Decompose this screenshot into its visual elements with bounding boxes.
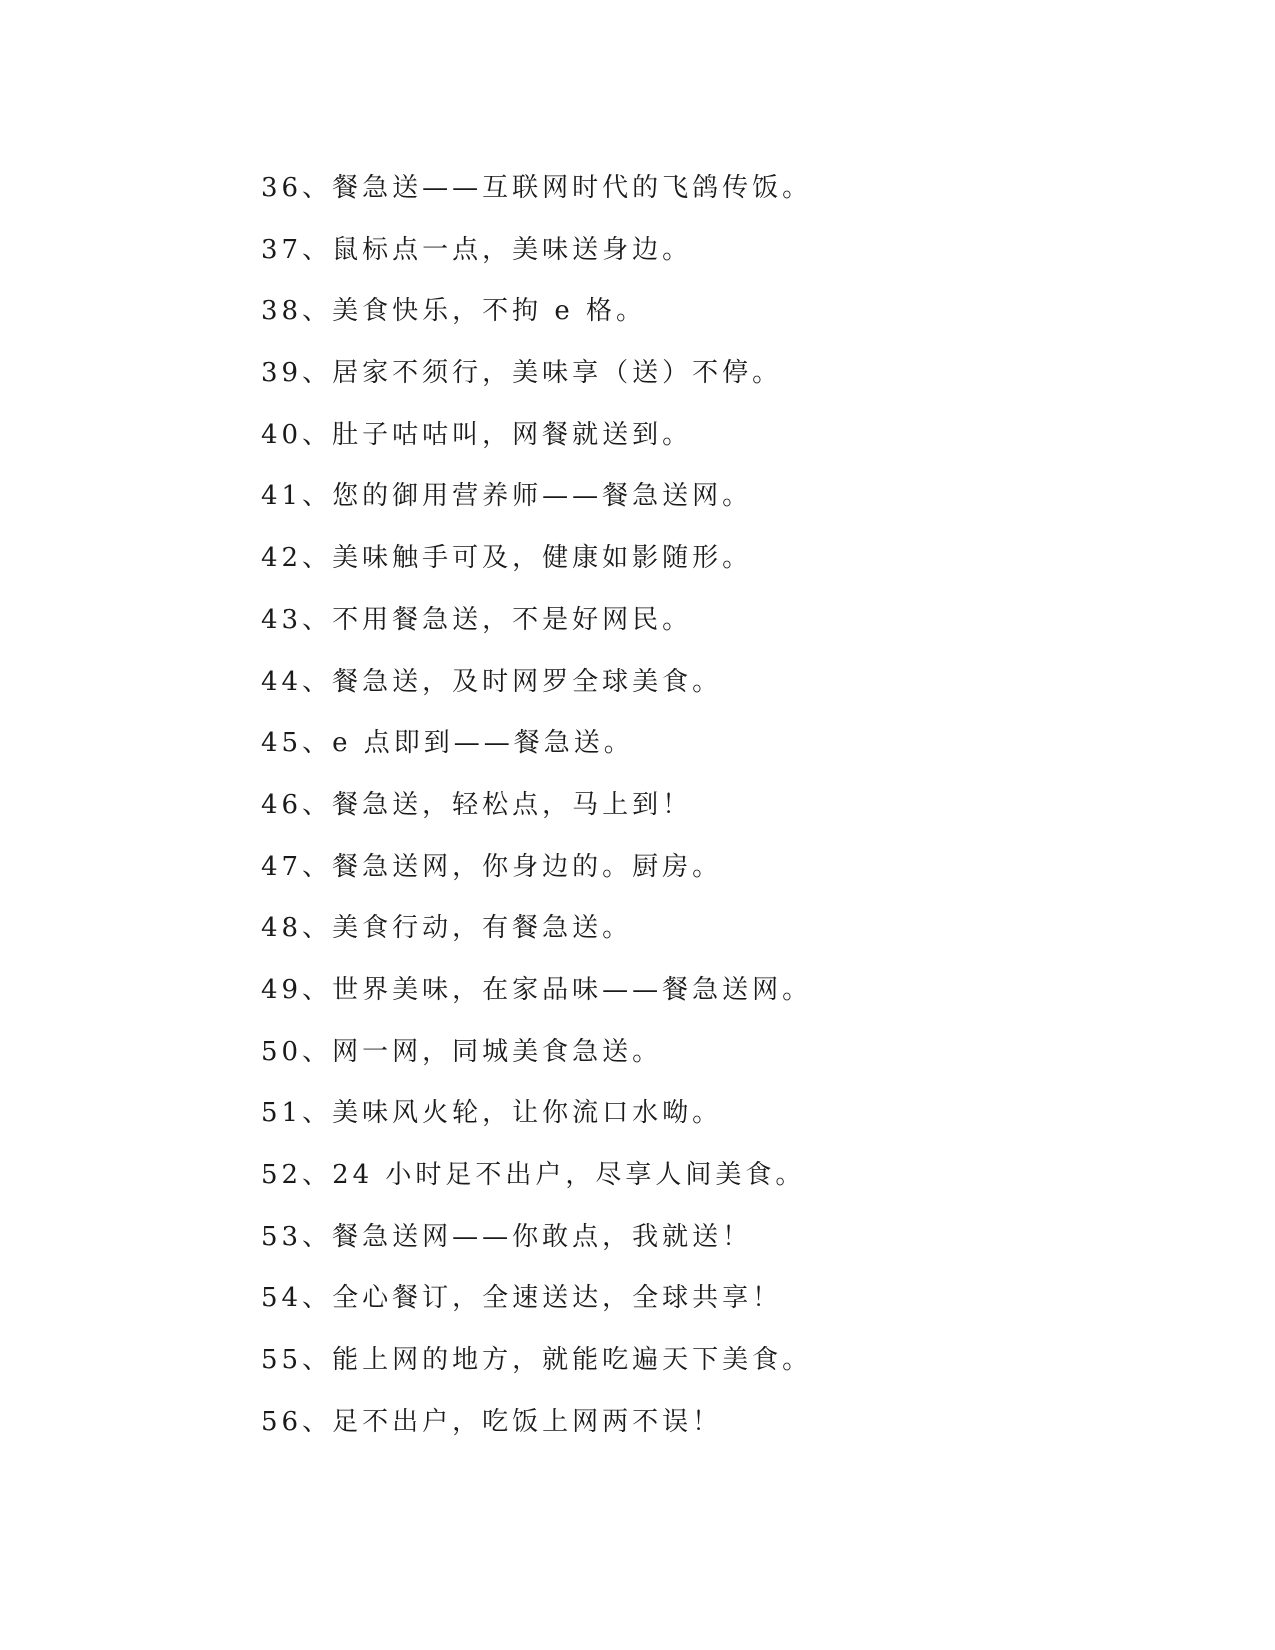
slogan-line: 51、美味风火轮，让你流口水呦。 <box>261 1098 723 1129</box>
slogan-line: 45、e 点即到——餐急送。 <box>261 728 634 759</box>
slogan-line: 41、您的御用营养师——餐急送网。 <box>261 481 753 512</box>
slogan-line: 37、鼠标点一点，美味送身边。 <box>261 234 693 265</box>
slogan-line: 56、足不出户，吃饭上网两不误！ <box>261 1406 723 1437</box>
slogan-line: 47、餐急送网，你身边的。厨房。 <box>261 851 723 882</box>
slogan-line: 42、美味触手可及，健康如影随形。 <box>261 543 753 574</box>
slogan-line: 49、世界美味，在家品味——餐急送网。 <box>261 974 813 1005</box>
slogan-line: 55、能上网的地方，就能吃遍天下美食。 <box>261 1345 813 1376</box>
slogan-line: 53、餐急送网——你敢点，我就送！ <box>261 1221 753 1252</box>
slogan-line: 40、肚子咕咕叫，网餐就送到。 <box>261 419 693 450</box>
slogan-line: 36、餐急送——互联网时代的飞鸽传饭。 <box>261 173 813 203</box>
slogan-line: 52、24 小时足不出户，尽享人间美食。 <box>261 1160 806 1190</box>
slogan-line: 39、居家不须行，美味享（送）不停。 <box>261 358 783 389</box>
slogan-line: 54、全心餐订，全速送达，全球共享！ <box>261 1283 783 1314</box>
slogan-line: 48、美食行动，有餐急送。 <box>261 913 633 944</box>
slogan-line: 38、美食快乐，不拘 e 格。 <box>261 296 647 327</box>
slogan-line: 46、餐急送，轻松点，马上到！ <box>261 789 693 820</box>
slogan-line: 44、餐急送，及时网罗全球美食。 <box>261 666 723 697</box>
slogan-line: 43、不用餐急送，不是好网民。 <box>261 604 693 635</box>
slogan-line: 50、网一网，同城美食急送。 <box>261 1036 663 1067</box>
slogan-list <box>261 158 1161 1453</box>
